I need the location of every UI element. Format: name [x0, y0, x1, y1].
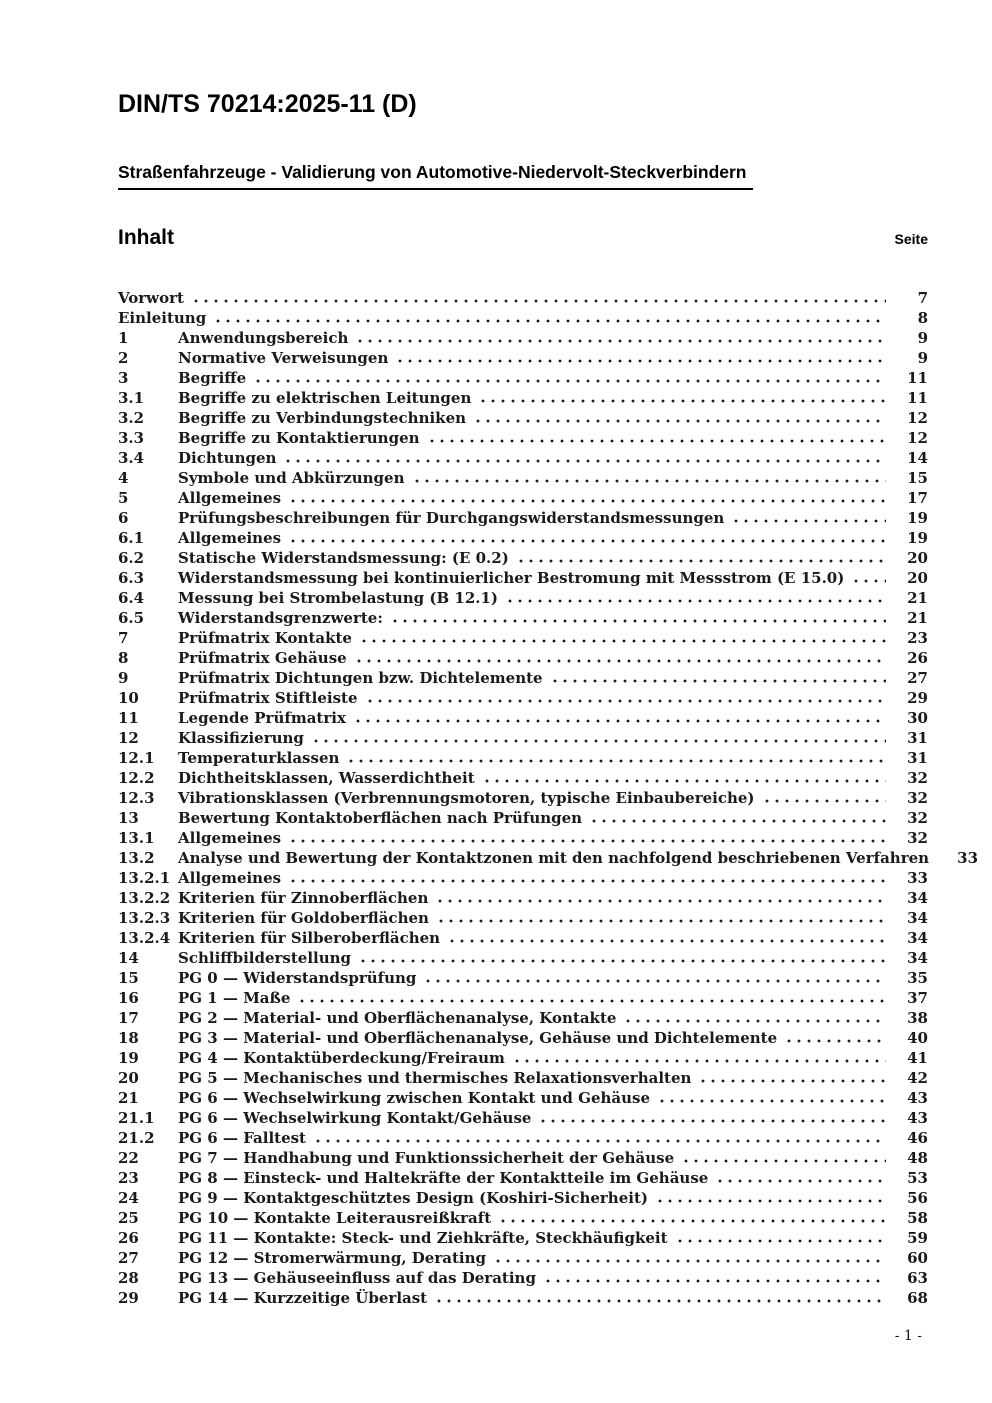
- toc-leader-dots: [213, 308, 886, 328]
- toc-leader-dots: [359, 628, 886, 648]
- toc-list: [118, 288, 979, 1308]
- toc-entry-title: PG 13 — Gehäuseeinfluss auf das Derating: [178, 1269, 536, 1287]
- toc-leader-dots: [731, 508, 886, 528]
- toc-entry: [118, 608, 928, 628]
- toc-leader-dots: [493, 1248, 886, 1268]
- toc-entry-page: 27: [907, 669, 928, 687]
- toc-entry-page: 34: [907, 889, 928, 907]
- toc-entry-page: 63: [907, 1269, 928, 1287]
- toc-entry-page: 53: [907, 1169, 928, 1187]
- toc-entry-number: 18: [118, 1029, 139, 1047]
- toc-entry-number: 6.4: [118, 589, 145, 607]
- toc-entry: [118, 1148, 928, 1168]
- toc-entry-title: Prüfmatrix Gehäuse: [178, 649, 347, 667]
- toc-entry-title: Einleitung: [118, 309, 207, 327]
- toc-entry-page: 26: [907, 649, 928, 667]
- toc-entry-page: 21: [907, 589, 928, 607]
- footer-page-number: - 1 -: [894, 1328, 922, 1344]
- toc-entry-title: Prüfmatrix Dichtungen bzw. Dichtelemente: [178, 669, 543, 687]
- toc-heading: Inhalt: [118, 226, 174, 249]
- toc-entry-page: 30: [907, 709, 928, 727]
- toc-leader-dots: [283, 448, 886, 468]
- toc-entry: [118, 928, 928, 948]
- toc-entry-title: Analyse und Bewertung der Kontaktzonen mit den nachfolgend beschriebenen Verfahren: [178, 849, 930, 867]
- toc-entry: [118, 1288, 928, 1308]
- toc-entry-title: PG 4 — Kontaktüberdeckung/Freiraum: [178, 1049, 505, 1067]
- toc-entry-page: 59: [907, 1229, 928, 1247]
- toc-entry-page: 34: [907, 929, 928, 947]
- toc-leader-dots: [311, 728, 886, 748]
- toc-leader-dots: [538, 1108, 886, 1128]
- toc-entry-number: 13.2.1: [118, 869, 171, 887]
- toc-entry: [118, 1088, 928, 1108]
- toc-entry-title: Vibrationsklassen (Verbrennungsmotoren, typische Einbaubereiche): [178, 789, 755, 807]
- toc-leader-dots: [698, 1068, 886, 1088]
- toc-entry-number: 12.3: [118, 789, 155, 807]
- toc-entry-number: 16: [118, 989, 139, 1007]
- toc-leader-dots: [657, 1088, 886, 1108]
- toc-entry-number: 13.2.2: [118, 889, 171, 907]
- toc-entry-title: PG 2 — Material- und Oberflächenanalyse, Kontakte: [178, 1009, 617, 1027]
- toc-leader-dots: [851, 568, 886, 588]
- toc-leader-dots: [427, 428, 886, 448]
- toc-entry-page: 43: [907, 1109, 928, 1127]
- toc-entry-page: 43: [907, 1089, 928, 1107]
- toc-entry-number: 6.5: [118, 609, 145, 627]
- toc-entry-page: 9: [917, 349, 928, 367]
- toc-entry-number: 22: [118, 1149, 139, 1167]
- toc-entry-page: 31: [907, 729, 928, 747]
- toc-entry-title: PG 11 — Kontakte: Steck- und Ziehkräfte, Steckhäufigkeit: [178, 1229, 668, 1247]
- toc-entry-title: Begriffe: [178, 369, 247, 387]
- toc-entry-page: 35: [907, 969, 928, 987]
- toc-entry-number: 25: [118, 1209, 139, 1227]
- toc-entry-title: PG 0 — Widerstandsprüfung: [178, 969, 417, 987]
- toc-leader-dots: [354, 648, 886, 668]
- toc-leader-dots: [482, 768, 886, 788]
- toc-entry-page: 32: [907, 809, 928, 827]
- toc-page-column-label: Seite: [894, 231, 928, 247]
- toc-entry: [118, 468, 928, 488]
- toc-entry-page: 21: [907, 609, 928, 627]
- toc-entry-title: Vorwort: [118, 289, 184, 307]
- toc-entry: [118, 728, 928, 748]
- toc-entry: [118, 848, 979, 868]
- toc-leader-dots: [784, 1028, 886, 1048]
- toc-entry-number: 21.2: [118, 1129, 155, 1147]
- toc-entry-number: 28: [118, 1269, 139, 1287]
- toc-entry-number: 13: [118, 809, 139, 827]
- toc-entry: [118, 508, 928, 528]
- toc-entry: [118, 908, 928, 928]
- toc-leader-dots: [395, 348, 886, 368]
- toc-entry-number: 6.1: [118, 529, 145, 547]
- toc-entry-page: 56: [907, 1189, 928, 1207]
- toc-entry-number: 12.1: [118, 749, 155, 767]
- toc-entry: [118, 588, 928, 608]
- toc-leader-dots: [498, 1208, 886, 1228]
- toc-entry: [118, 328, 928, 348]
- toc-entry-title: Messung bei Strombelastung (B 12.1): [178, 589, 499, 607]
- toc-entry-number: 21: [118, 1089, 139, 1107]
- toc-entry-number: 3.4: [118, 449, 145, 467]
- toc-entry-title: Widerstandsgrenzwerte:: [178, 609, 383, 627]
- toc-header-row: [118, 226, 928, 250]
- toc-entry-page: 46: [907, 1129, 928, 1147]
- toc-entry-title: PG 1 — Maße: [178, 989, 291, 1007]
- toc-entry-title: Begriffe zu Verbindungstechniken: [178, 409, 467, 427]
- document-page: [118, 0, 979, 1403]
- toc-entry: [118, 488, 928, 508]
- toc-entry-page: 33: [957, 849, 979, 867]
- toc-leader-dots: [390, 608, 886, 628]
- toc-entry-title: PG 8 — Einsteck- und Haltekräfte der Kontaktteile im Gehäuse: [178, 1169, 709, 1187]
- toc-entry-page: 15: [907, 469, 928, 487]
- toc-entry-number: 19: [118, 1049, 139, 1067]
- toc-entry-title: Klassifizierung: [178, 729, 304, 747]
- toc-leader-dots: [288, 528, 886, 548]
- toc-entry: [118, 748, 928, 768]
- toc-entry: [118, 388, 928, 408]
- toc-leader-dots: [436, 908, 886, 928]
- toc-entry-title: PG 5 — Mechanisches und thermisches Relaxationsverhalten: [178, 1069, 692, 1087]
- toc-leader-dots: [478, 388, 886, 408]
- toc-entry-page: 20: [907, 569, 928, 587]
- toc-entry: [118, 1228, 928, 1248]
- toc-entry-page: 11: [907, 369, 928, 387]
- toc-leader-dots: [358, 948, 886, 968]
- toc-leader-dots: [435, 888, 886, 908]
- toc-entry-title: PG 14 — Kurzzeitige Überlast: [178, 1289, 428, 1307]
- toc-leader-dots: [346, 748, 886, 768]
- toc-entry-title: Dichtungen: [178, 449, 277, 467]
- toc-entry: [118, 1108, 928, 1128]
- toc-leader-dots: [447, 928, 886, 948]
- toc-entry-number: 23: [118, 1169, 139, 1187]
- toc-entry-number: 24: [118, 1189, 139, 1207]
- toc-leader-dots: [297, 988, 886, 1008]
- toc-entry-number: 7: [118, 629, 129, 647]
- toc-leader-dots: [512, 1048, 886, 1068]
- toc-entry-title: Kriterien für Zinnoberflächen: [178, 889, 429, 907]
- toc-entry-title: Kriterien für Silberoberflächen: [178, 929, 441, 947]
- toc-leader-dots: [288, 488, 886, 508]
- toc-entry-page: 37: [907, 989, 928, 1007]
- toc-leader-dots: [288, 828, 886, 848]
- toc-entry-title: Widerstandsmessung bei kontinuierlicher Bestromung mit Messstrom (E 15.0): [178, 569, 845, 587]
- toc-entry: [118, 308, 928, 328]
- toc-entry: [118, 868, 928, 888]
- toc-entry-number: 27: [118, 1249, 139, 1267]
- toc-entry-title: PG 12 — Stromerwärmung, Derating: [178, 1249, 486, 1267]
- toc-entry-number: 13.2.3: [118, 909, 171, 927]
- toc-entry-number: 13.1: [118, 829, 155, 847]
- toc-entry-title: PG 6 — Wechselwirkung zwischen Kontakt und Gehäuse: [178, 1089, 651, 1107]
- toc-entry-title: Begriffe zu Kontaktierungen: [178, 429, 420, 447]
- toc-entry-page: 38: [907, 1009, 928, 1027]
- toc-entry-number: 2: [118, 349, 129, 367]
- toc-entry-page: 17: [907, 489, 928, 507]
- toc-entry-number: 26: [118, 1229, 139, 1247]
- toc-entry-number: 12.2: [118, 769, 155, 787]
- toc-entry: [118, 988, 928, 1008]
- toc-entry: [118, 1008, 928, 1028]
- toc-entry: [118, 788, 928, 808]
- toc-leader-dots: [412, 468, 887, 488]
- toc-entry-title: Anwendungsbereich: [178, 329, 349, 347]
- toc-entry-title: Prüfmatrix Stiftleiste: [178, 689, 358, 707]
- toc-entry: [118, 1128, 928, 1148]
- toc-entry-number: 15: [118, 969, 139, 987]
- toc-entry: [118, 568, 928, 588]
- toc-entry-title: Allgemeines: [178, 829, 282, 847]
- toc-entry-page: 7: [917, 289, 928, 307]
- toc-entry: [118, 828, 928, 848]
- toc-entry-number: 3.3: [118, 429, 145, 447]
- toc-entry-title: Schliffbilderstellung: [178, 949, 352, 967]
- toc-entry: [118, 968, 928, 988]
- document-number-heading: DIN/TS 70214:2025-11 (D): [118, 90, 417, 118]
- toc-entry-number: 17: [118, 1009, 139, 1027]
- toc-entry-title: Temperaturklassen: [178, 749, 340, 767]
- toc-entry-number: 9: [118, 669, 129, 687]
- toc-leader-dots: [550, 668, 886, 688]
- toc-leader-dots: [473, 408, 886, 428]
- toc-entry-title: Prüfmatrix Kontakte: [178, 629, 352, 647]
- toc-entry-page: 41: [907, 1049, 928, 1067]
- toc-entry-title: PG 3 — Material- und Oberflächenanalyse, Gehäuse und Dichtelemente: [178, 1029, 778, 1047]
- toc-leader-dots: [589, 808, 886, 828]
- toc-entry: [118, 1048, 928, 1068]
- toc-entry-title: Allgemeines: [178, 869, 282, 887]
- toc-entry-number: 6.2: [118, 549, 145, 567]
- toc-entry-page: 58: [907, 1209, 928, 1227]
- toc-leader-dots: [623, 1008, 886, 1028]
- toc-entry-number: 3: [118, 369, 129, 387]
- toc-entry: [118, 888, 928, 908]
- toc-entry-page: 11: [907, 389, 928, 407]
- toc-entry-title: PG 9 — Kontaktgeschütztes Design (Koshiri-Sicherheit): [178, 1189, 648, 1207]
- toc-entry-number: 10: [118, 689, 139, 707]
- toc-leader-dots: [762, 788, 886, 808]
- toc-entry: [118, 1208, 928, 1228]
- toc-leader-dots: [313, 1128, 886, 1148]
- toc-leader-dots: [655, 1188, 886, 1208]
- toc-entry: [118, 448, 928, 468]
- toc-entry-page: 12: [907, 409, 928, 427]
- toc-entry-number: 14: [118, 949, 139, 967]
- toc-entry: [118, 528, 928, 548]
- toc-entry-page: 33: [907, 869, 928, 887]
- toc-entry-title: Allgemeines: [178, 489, 282, 507]
- toc-entry-page: 68: [907, 1289, 928, 1307]
- toc-entry-number: 12: [118, 729, 139, 747]
- toc-entry-page: 29: [907, 689, 928, 707]
- toc-entry-number: 1: [118, 329, 129, 347]
- toc-entry-number: 3.2: [118, 409, 145, 427]
- toc-entry-number: 21.1: [118, 1109, 155, 1127]
- toc-entry: [118, 548, 928, 568]
- toc-entry: [118, 708, 928, 728]
- toc-entry-title: PG 10 — Kontakte Leiterausreißkraft: [178, 1209, 492, 1227]
- toc-entry-number: 13.2.4: [118, 929, 171, 947]
- toc-entry: [118, 368, 928, 388]
- toc-entry-page: 12: [907, 429, 928, 447]
- toc-entry: [118, 1248, 928, 1268]
- toc-entry: [118, 1068, 928, 1088]
- toc-entry-title: Prüfungsbeschreibungen für Durchgangswiderstandsmessungen: [178, 509, 725, 527]
- toc-leader-dots: [675, 1228, 886, 1248]
- toc-entry: [118, 648, 928, 668]
- toc-entry-page: 8: [917, 309, 928, 327]
- toc-leader-dots: [253, 368, 886, 388]
- toc-entry-title: Statische Widerstandsmessung: (E 0.2): [178, 549, 509, 567]
- toc-entry: [118, 688, 928, 708]
- toc-entry: [118, 348, 928, 368]
- toc-entry-title: Allgemeines: [178, 529, 282, 547]
- toc-entry: [118, 948, 928, 968]
- toc-entry-page: 9: [917, 329, 928, 347]
- toc-entry-number: 20: [118, 1069, 139, 1087]
- toc-leader-dots: [505, 588, 886, 608]
- toc-entry-page: 32: [907, 829, 928, 847]
- toc-entry-number: 29: [118, 1289, 139, 1307]
- toc-entry: [118, 288, 928, 308]
- toc-entry-title: Bewertung Kontaktoberflächen nach Prüfungen: [178, 809, 583, 827]
- toc-entry: [118, 1028, 928, 1048]
- toc-leader-dots: [355, 328, 886, 348]
- toc-entry-page: 32: [907, 789, 928, 807]
- toc-entry-title: PG 6 — Wechselwirkung Kontakt/Gehäuse: [178, 1109, 532, 1127]
- toc-leader-dots: [715, 1168, 886, 1188]
- toc-entry: [118, 808, 928, 828]
- toc-entry-number: 4: [118, 469, 129, 487]
- toc-leader-dots: [191, 288, 886, 308]
- toc-entry: [118, 1268, 928, 1288]
- toc-entry-number: 6.3: [118, 569, 145, 587]
- toc-entry-title: Legende Prüfmatrix: [178, 709, 346, 727]
- toc-leader-dots: [353, 708, 886, 728]
- toc-leader-dots: [543, 1268, 886, 1288]
- toc-entry-title: Symbole und Abkürzungen: [178, 469, 405, 487]
- toc-entry: [118, 408, 928, 428]
- toc-entry-page: 19: [907, 529, 928, 547]
- toc-entry-page: 60: [907, 1249, 928, 1267]
- toc-entry-page: 40: [907, 1029, 928, 1047]
- toc-leader-dots: [434, 1288, 886, 1308]
- document-title: Straßenfahrzeuge - Validierung von Automotive-Niedervolt-Steckverbindern: [118, 162, 753, 190]
- toc-entry-number: 11: [118, 709, 139, 727]
- toc-entry-page: 31: [907, 749, 928, 767]
- toc-entry-title: Normative Verweisungen: [178, 349, 389, 367]
- toc-entry-number: 13.2: [118, 849, 155, 867]
- toc-entry-page: 14: [907, 449, 928, 467]
- toc-entry-number: 6: [118, 509, 129, 527]
- toc-entry-title: PG 7 — Handhabung und Funktionssicherheit der Gehäuse: [178, 1149, 675, 1167]
- toc-entry: [118, 428, 928, 448]
- toc-leader-dots: [516, 548, 886, 568]
- toc-entry-number: 5: [118, 489, 129, 507]
- toc-leader-dots: [423, 968, 886, 988]
- toc-entry-page: 42: [907, 1069, 928, 1087]
- toc-entry: [118, 768, 928, 788]
- toc-entry-page: 34: [907, 949, 928, 967]
- toc-entry-number: 3.1: [118, 389, 145, 407]
- toc-entry-title: Begriffe zu elektrischen Leitungen: [178, 389, 472, 407]
- toc-entry-page: 48: [907, 1149, 928, 1167]
- toc-entry: [118, 1188, 928, 1208]
- toc-entry: [118, 668, 928, 688]
- toc-entry-page: 34: [907, 909, 928, 927]
- toc-leader-dots: [288, 868, 886, 888]
- toc-entry-page: 23: [907, 629, 928, 647]
- toc-entry-page: 32: [907, 769, 928, 787]
- toc-entry: [118, 628, 928, 648]
- toc-entry-number: 8: [118, 649, 129, 667]
- toc-entry-page: 19: [907, 509, 928, 527]
- toc-leader-dots: [681, 1148, 886, 1168]
- toc-leader-dots: [365, 688, 886, 708]
- toc-entry-title: PG 6 — Falltest: [178, 1129, 306, 1147]
- toc-entry-page: 20: [907, 549, 928, 567]
- toc-entry-title: Dichtheitsklassen, Wasserdichtheit: [178, 769, 475, 787]
- toc-entry: [118, 1168, 928, 1188]
- toc-entry-title: Kriterien für Goldoberflächen: [178, 909, 429, 927]
